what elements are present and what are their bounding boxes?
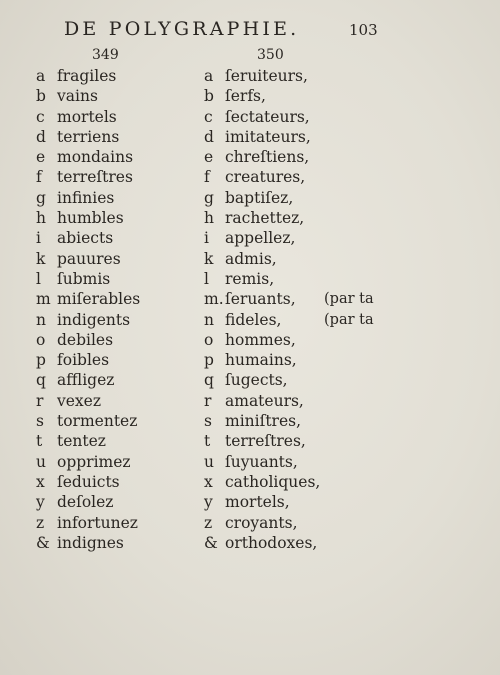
cipher-word: mortels: [57, 107, 117, 126]
cipher-word: amateurs,: [225, 391, 304, 410]
cipher-letter: b: [204, 87, 214, 106]
cipher-word: imitateurs,: [225, 127, 311, 146]
cipher-word: vains: [57, 87, 98, 106]
cipher-word: baptiſez,: [225, 188, 294, 207]
cipher-word: indignes: [57, 533, 124, 552]
cipher-word: chreſtiens,: [225, 148, 310, 167]
cipher-word: ſectateurs,: [225, 107, 310, 126]
cipher-word: ſerfs,: [225, 87, 266, 106]
cipher-word: appellez,: [225, 229, 296, 248]
cipher-word: orthodoxes,: [225, 533, 318, 552]
cipher-letter: o: [36, 330, 46, 349]
cipher-letter: f: [204, 168, 210, 187]
cipher-letter: t: [36, 432, 43, 451]
running-header: [0, 0, 500, 50]
cipher-letter: g: [36, 188, 46, 207]
cipher-letter: o: [204, 330, 214, 349]
cipher-letter: c: [204, 107, 213, 126]
cipher-letter: a: [36, 67, 46, 85]
cipher-word: ſeruants,: [225, 290, 296, 309]
cipher-word: opprimez: [57, 452, 131, 471]
margin-note: (par ta: [324, 312, 374, 328]
cipher-letter: u: [204, 452, 214, 471]
cipher-letter: m: [36, 290, 51, 309]
cipher-letter: r: [204, 391, 212, 410]
cipher-word: miſerables: [57, 290, 141, 309]
cipher-letter: e: [36, 148, 46, 167]
cipher-word: abiects: [57, 229, 114, 248]
cipher-word: miniſtres,: [225, 412, 302, 431]
column-number-right: 350: [257, 47, 284, 63]
cipher-letter: y: [204, 493, 213, 512]
cipher-word: terreſtres: [57, 168, 133, 187]
cipher-letter: h: [36, 209, 46, 228]
cipher-letter: e: [204, 148, 214, 167]
cipher-word: hommes,: [225, 330, 296, 349]
cipher-letter: y: [36, 493, 45, 512]
cipher-letter: s: [36, 412, 44, 431]
cipher-letter: d: [204, 127, 214, 146]
cipher-word: croyants,: [225, 513, 298, 532]
cipher-letter: c: [36, 107, 45, 126]
cipher-letter: a: [204, 67, 214, 85]
cipher-word: humbles: [57, 209, 124, 228]
cipher-letter: z: [204, 513, 213, 532]
cipher-word: tentez: [57, 432, 106, 451]
cipher-word: remis,: [225, 269, 275, 288]
cipher-word: tormentez: [57, 412, 138, 431]
cipher-word: deſolez: [57, 493, 114, 512]
cipher-letter: l: [36, 269, 41, 288]
cipher-letter: z: [36, 513, 45, 532]
cipher-word: vexez: [57, 391, 102, 410]
cipher-letter: n: [204, 310, 214, 329]
cipher-word: terreſtres,: [225, 432, 306, 451]
page-number: 103: [349, 21, 378, 39]
cipher-word: ſubmis: [57, 269, 111, 288]
cipher-letter: m.: [204, 290, 224, 309]
cipher-word: mortels,: [225, 493, 290, 512]
cipher-word: affligez: [57, 371, 115, 390]
cipher-word: admis,: [225, 249, 277, 268]
cipher-letter: &: [36, 533, 50, 552]
cipher-word: fideles,: [225, 310, 282, 329]
cipher-letter: r: [36, 391, 44, 410]
cipher-letter: p: [204, 351, 214, 370]
cipher-word: foibles: [57, 351, 110, 370]
cipher-word: ſeduicts: [57, 472, 120, 491]
cipher-word: pauures: [57, 249, 121, 268]
cipher-letter: q: [204, 371, 214, 390]
cipher-letter: g: [204, 188, 214, 207]
cipher-letter: s: [204, 412, 212, 431]
cipher-word: rachettez,: [225, 209, 305, 228]
cipher-letter: f: [36, 168, 42, 187]
cipher-word: infinies: [57, 188, 115, 207]
cipher-letter: x: [204, 472, 213, 491]
cipher-word: terriens: [57, 127, 120, 146]
cipher-letter: k: [36, 249, 46, 268]
cipher-letter: h: [204, 209, 214, 228]
cipher-letter: p: [36, 351, 46, 370]
cipher-letter: n: [36, 310, 46, 329]
cipher-letter: u: [36, 452, 46, 471]
cipher-letter: q: [36, 371, 46, 390]
cipher-letter: b: [36, 87, 46, 106]
cipher-word: fragiles: [57, 67, 117, 85]
cipher-word: catholiques,: [225, 472, 321, 491]
cipher-word: creatures,: [225, 168, 306, 187]
margin-note: (par ta: [324, 291, 374, 307]
cipher-letter: l: [204, 269, 209, 288]
cipher-letter: k: [204, 249, 214, 268]
column-number-left: 349: [92, 47, 119, 63]
cipher-word: humains,: [225, 351, 297, 370]
cipher-letter: d: [36, 127, 46, 146]
cipher-word: mondains: [57, 148, 134, 167]
cipher-word: debiles: [57, 330, 114, 349]
cipher-letter: t: [204, 432, 211, 451]
cipher-word: ſugects,: [225, 371, 288, 390]
cipher-word: indigents: [57, 310, 131, 329]
cipher-letter: i: [36, 229, 41, 248]
page-title: DE POLYGRAPHIE.: [64, 18, 300, 40]
cipher-word: ſeruiteurs,: [225, 67, 308, 85]
cipher-letter: x: [36, 472, 45, 491]
cipher-letter: i: [204, 229, 209, 248]
cipher-letter: &: [204, 533, 218, 552]
cipher-word: infortunez: [57, 513, 138, 532]
cipher-word: ſuyuants,: [225, 452, 298, 471]
